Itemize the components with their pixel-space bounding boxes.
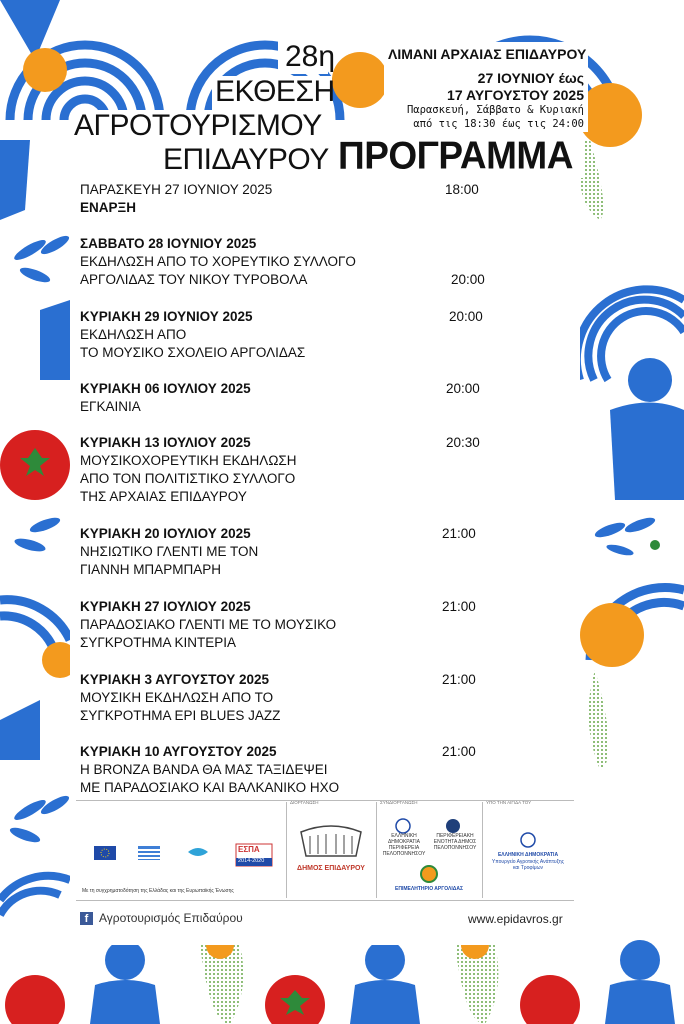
ministry-emblem-icon [518, 830, 538, 850]
organizer-name: ΔΗΜΟΣ ΕΠΙΔΑΥΡΟΥ [297, 865, 365, 872]
event-9 [80, 743, 500, 797]
event-desc: ΕΚΔΗΛΩΣΗ ΑΠΟ ΤΟ ΧΟΡΕΥΤΙΚΟ ΣΥΛΛΟΓΟ [80, 254, 356, 269]
event-4 [80, 380, 500, 416]
edition-number: 28η [285, 40, 336, 73]
sponsors-footer [76, 800, 574, 904]
event-time: 20:00 [449, 309, 483, 324]
espa-label: ΕΣΠΑ [238, 845, 260, 854]
facebook-icon: f [80, 912, 93, 925]
event-desc: ΠΑΡΑΔΟΣΙΑΚΟ ΓΛΕΝΤΙ ΜΕ ΤΟ ΜΟΥΣΙΚΟ [80, 617, 337, 632]
event-1 [80, 181, 500, 217]
aegis-caption: ΥΠΟ ΤΗΝ ΑΙΓΙΔΑ ΤΟΥ [486, 800, 532, 805]
venue: ΛΙΜΑΝΙ ΑΡΧΑΙΑΣ ΕΠΙΔΑΥΡΟΥ [388, 46, 587, 62]
olive-branch-left-3 [8, 793, 71, 846]
funding-logos [76, 800, 284, 900]
chamber-logo-icon [421, 866, 437, 882]
event-time: 20:00 [446, 381, 480, 396]
event-desc: ΝΗΣΙΩΤΙΚΟ ΓΛΕΝΤΙ ΜΕ ΤΟΝ [80, 544, 259, 559]
olive-branch-left [12, 233, 71, 286]
greek-emblem-icon [396, 819, 410, 833]
co-organizer-2: ΠΕΡΙΦΕΡΕΙΑΚΗ ΕΝΟΤΗΤΑ ΔΗΜΟΣ ΠΕΛΟΠΟΝΝΗΣΟΥ [433, 833, 477, 851]
facebook-link[interactable] [80, 911, 243, 925]
event-desc: ΜΟΥΣΙΚΟΧΟΡΕΥΤΙΚΗ ΕΚΔΗΛΩΣΗ [80, 453, 297, 468]
event-2 [80, 235, 500, 289]
orange-circle [332, 52, 388, 108]
title-line-agrotourism: ΑΓΡΟΤΟΥΡΙΣΜΟΥ [74, 109, 322, 142]
event-time: 20:30 [446, 435, 480, 450]
aegis-line-1: ΕΛΛΗΝΙΚΗ ΔΗΜΟΚΡΑΤΙΑ [497, 852, 559, 858]
co-organizers-section [377, 800, 481, 900]
event-desc: ΕΚΔΗΛΩΣΗ ΑΠΟ [80, 327, 187, 342]
region-emblem-icon [446, 819, 460, 833]
event-date: ΚΥΡΙΑΚΗ 06 ΙΟΥΛΙΟΥ 2025 [80, 381, 251, 396]
program-heading: ΠΡΟΓΡΑΜΜΑ [338, 133, 573, 177]
event-desc: ΤΟ ΜΟΥΣΙΚΟ ΣΧΟΛΕΙΟ ΑΡΓΟΛΙΔΑΣ [80, 345, 306, 360]
organizer-caption: ΔΙΟΡΓΑΝΩΣΗ [290, 800, 319, 805]
event-dates: 27 ΙΟΥΝΙΟΥ έως 17 ΑΥΓΟΥΣΤΟΥ 2025 [447, 70, 584, 103]
event-date: ΚΥΡΙΑΚΗ 13 ΙΟΥΛΙΟΥ 2025 [80, 435, 251, 450]
event-desc: ΕΓΚΑΙΝΙΑ [80, 399, 141, 414]
fish-logo-icon [188, 848, 208, 856]
aegis-line-2: Υπουργείο Αγροτικής Ανάπτυξης [491, 859, 565, 865]
event-time: 21:00 [442, 672, 476, 687]
organizer-section [287, 800, 375, 900]
event-desc: ΤΗΣ ΑΡΧΑΙΑΣ ΕΠΙΔΑΥΡΟΥ [80, 489, 247, 504]
event-desc: ΣΥΓΚΡΟΤΗΜΑ ΚΙΝΤΕΡΙΑ [80, 635, 237, 650]
title-line-exhibition: ΕΚΘΕΣΗ [215, 75, 335, 108]
cofund-note: Με τη συγχρηματοδότηση της Ελλάδας και της Ευρωπαϊκής Ένωσης [82, 888, 234, 894]
event-desc: ΜΕ ΠΑΡΑΔΟΣΙΑΚΟ ΚΑΙ ΒΑΛΚΑΝΙΚΟ ΗΧΟ [80, 780, 340, 795]
opening-days: Παρασκευή, Σάββατο & Κυριακή από τις 18:30 έως τις 24:00 [406, 104, 584, 130]
event-date: ΠΑΡΑΣΚΕΥΗ 27 ΙΟΥΝΙΟΥ 2025 [80, 182, 273, 197]
event-3 [80, 308, 500, 362]
event-date: ΚΥΡΙΑΚΗ 20 ΙΟΥΛΙΟΥ 2025 [80, 526, 251, 541]
title-line-epidaurus: ΕΠΙΔΑΥΡΟΥ [163, 143, 329, 176]
co-organizer-3: ΕΠΙΜΕΛΗΤΗΡΙΟ ΑΡΓΟΛΙΔΑΣ [395, 886, 463, 892]
event-date: ΚΥΡΙΑΚΗ 3 ΑΥΓΟΥΣΤΟΥ 2025 [80, 672, 270, 687]
blue-figure [610, 403, 684, 501]
eu-flag-icon [94, 846, 116, 860]
event-8 [80, 671, 500, 725]
event-5 [80, 434, 500, 506]
website-link[interactable]: www.epidavros.gr [468, 912, 563, 926]
aegis-line-3: και Τροφίμων [512, 865, 544, 871]
event-desc: ΜΟΥΣΙΚΗ ΕΚΔΗΛΩΣΗ ΑΠΟ ΤΟ [80, 690, 274, 705]
event-time: 21:00 [442, 744, 476, 759]
event-desc: ΕΝΑΡΞΗ [80, 200, 136, 215]
espa-years: 2014-2020 [238, 858, 265, 864]
olive-branch-right [593, 515, 656, 558]
event-time: 18:00 [445, 182, 479, 197]
orange-circle [23, 48, 67, 92]
event-date: ΚΥΡΙΑΚΗ 10 ΑΥΓΟΥΣΤΟΥ 2025 [80, 744, 277, 759]
aegis-section [483, 800, 573, 900]
co-organizer-1: ΕΛΛΗΝΙΚΗ ΔΗΜΟΚΡΑΤΙΑ ΠΕΡΙΦΕΡΕΙΑ ΠΕΛΟΠΟΝΝΗΣΟΥ [382, 833, 426, 857]
event-6 [80, 525, 500, 579]
co-organizers-caption: ΣΥΝΔΙΟΡΓΑΝΩΣΗ [380, 800, 418, 805]
facebook-page-name: Αγροτουρισμός Επιδαύρου [99, 911, 243, 925]
event-desc: ΑΠΟ ΤΟΝ ΠΟΛΙΤΙΣΤΙΚΟ ΣΥΛΛΟΓΟ [80, 471, 296, 486]
event-date: ΚΥΡΙΑΚΗ 29 ΙΟΥΝΙΟΥ 2025 [80, 309, 253, 324]
event-time: 20:00 [451, 272, 485, 287]
theatre-logo-icon [296, 822, 366, 862]
event-time: 21:00 [442, 526, 476, 541]
event-desc: ΣΥΓΚΡΟΤΗΜΑ EPI BLUES JAZZ [80, 708, 281, 723]
arch-motif-right [577, 289, 684, 380]
event-time: 21:00 [442, 599, 476, 614]
event-desc: ΑΡΓΟΛΙΔΑΣ ΤΟΥ ΝΙΚΟΥ ΤΥΡΟΒΟΛΑ [80, 272, 308, 287]
event-7 [80, 598, 500, 652]
olive-branch-left-2 [13, 515, 61, 554]
event-date: ΚΥΡΙΑΚΗ 27 ΙΟΥΛΙΟΥ 2025 [80, 599, 251, 614]
event-desc: ΓΙΑΝΝΗ ΜΠΑΡΜΠΑΡΗ [80, 562, 221, 577]
head-circle [628, 358, 672, 402]
event-desc: Η BRONZA BANDA ΘΑ ΜΑΣ ΤΑΞΙΔΕΨΕΙ [80, 762, 328, 777]
event-date: ΣΑΒΒΑΤΟ 28 ΙΟΥΝΙΟΥ 2025 [80, 236, 257, 251]
